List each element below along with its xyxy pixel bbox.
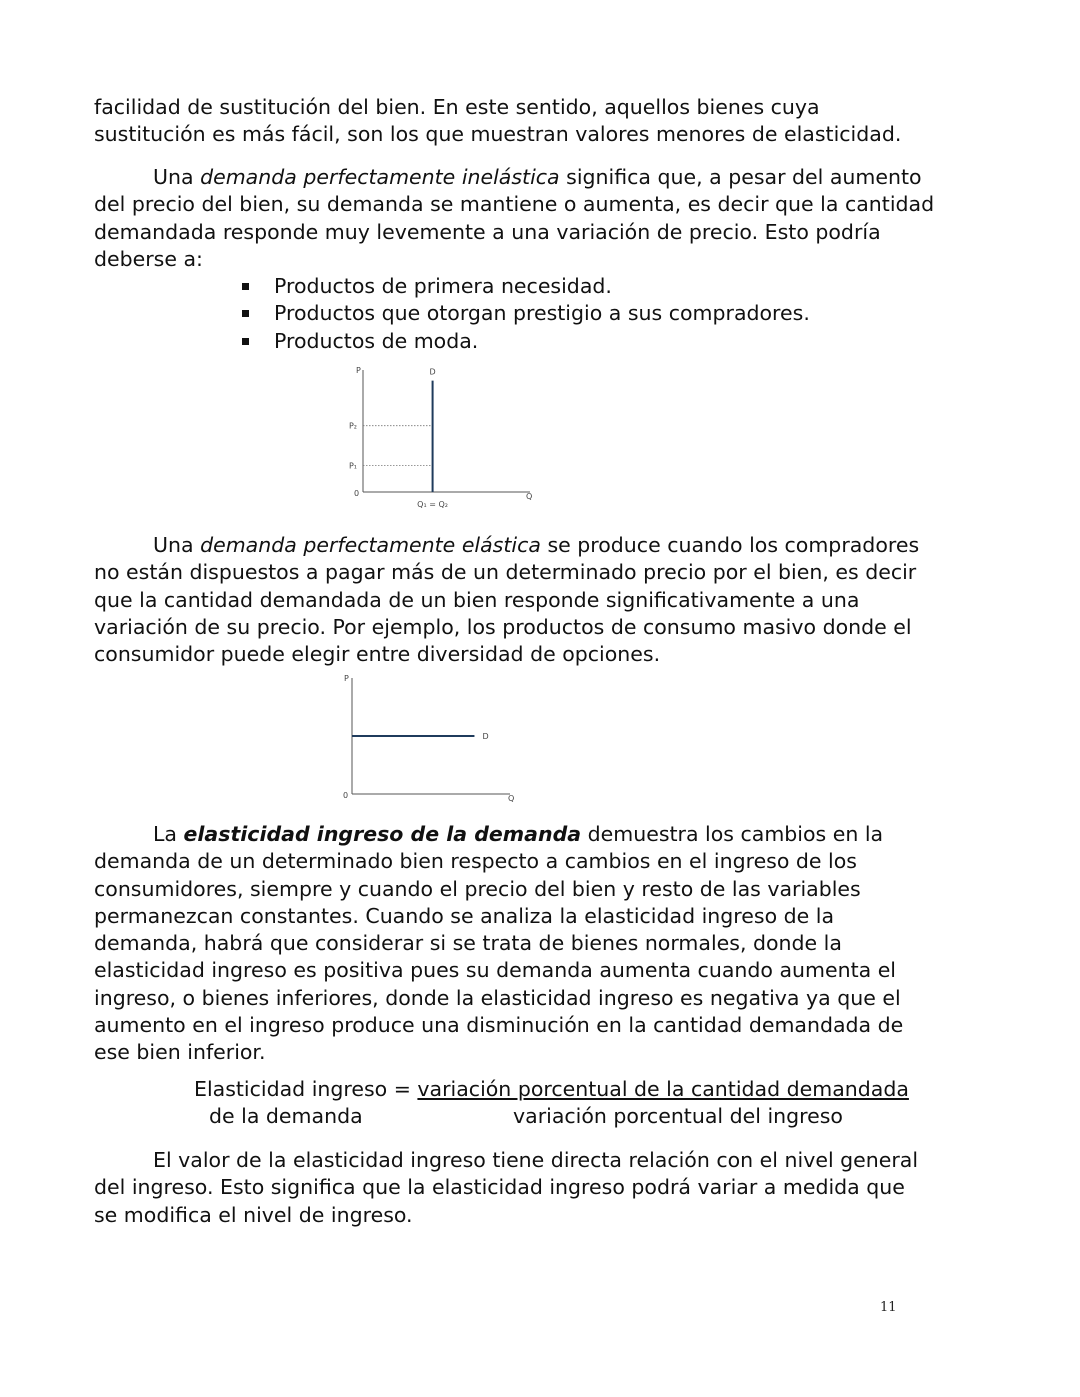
text-fragment: Una — [153, 165, 201, 189]
origin-label: 0 — [343, 791, 349, 800]
text-line: no están dispuestos a pagar más de un determinado precio por el bien, es decir — [94, 560, 917, 585]
text-line: se modifica el nivel de ingreso. — [94, 1202, 413, 1227]
paragraph-elasticidad-ingreso — [94, 821, 904, 1067]
text-line: elasticidad ingreso es positiva pues su demanda aumenta cuando aumenta el — [94, 958, 897, 983]
text-fragment: significa que, a pesar del aumento — [559, 165, 922, 189]
y-axis-label: P — [356, 366, 361, 375]
page-number: 11 — [880, 1300, 897, 1315]
term-elasticidad-ingreso: elasticidad ingreso de la demanda — [183, 822, 582, 846]
text-fragment: Una — [153, 533, 201, 557]
square-bullet-icon — [242, 338, 249, 345]
text-fragment: demuestra los cambios en la — [581, 822, 884, 846]
x-axis-label: Q — [508, 794, 515, 803]
text-line: del ingreso. Esto significa que la elasticidad ingreso podrá variar a medida que — [94, 1175, 905, 1200]
text-line: demanda de un determinado bien respecto a cambios en el ingreso de los — [94, 849, 857, 874]
square-bullet-icon — [242, 310, 249, 317]
text-line: que la cantidad demandada de un bien responde significativamente a una — [94, 587, 860, 612]
series-label-d: D — [429, 367, 436, 377]
text-line: sustitución es más fácil, son los que muestran valores menores de elasticidad. — [94, 122, 902, 147]
text-line: permanezcan constantes. Cuando se analiza la elasticidad ingreso de la — [94, 903, 835, 928]
y-tick-label-p1: P₁ — [348, 461, 357, 471]
text-line: consumidores, siempre y cuando el precio del bien y resto de las variables — [94, 876, 861, 901]
text-line: demanda, habrá que considerar si se trata de bienes normales, donde la — [94, 931, 842, 956]
paragraph-demanda-elastica — [94, 532, 920, 668]
text-line: ese bien inferior. — [94, 1040, 266, 1065]
formula-numerator: variación porcentual de la cantidad demandada — [417, 1077, 909, 1101]
formula-lhs-continued: de la demanda — [209, 1104, 363, 1128]
paragraph-nivel-ingreso — [94, 1147, 919, 1229]
origin-label: 0 — [354, 489, 360, 498]
y-axis-label: P — [344, 674, 349, 683]
text-line: consumidor puede elegir entre diversidad de opciones. — [94, 642, 661, 667]
square-bullet-icon — [242, 283, 249, 290]
text-line — [94, 164, 922, 191]
list-item — [240, 300, 810, 327]
text-line: facilidad de sustitución del bien. En este sentido, aquellos bienes cuya — [94, 95, 820, 119]
chart-demanda-elastica — [330, 670, 530, 810]
list-item — [240, 273, 810, 300]
text-line: variación de su precio. Por ejemplo, los productos de consumo masivo donde el — [94, 614, 912, 639]
chart-demanda-inelastica — [330, 362, 550, 512]
text-fragment: La — [153, 822, 184, 846]
text-line — [94, 821, 894, 848]
list-item-text: Productos que otorgan prestigio a sus compradores. — [274, 301, 810, 326]
formula-lhs: Elasticidad ingreso = — [194, 1077, 418, 1101]
x-tick-label-q: Q₁ = Q₂ — [417, 500, 448, 509]
text-line — [94, 532, 920, 559]
text-line: ingreso, o bienes inferiores, donde la elasticidad ingreso es negativa ya que el — [94, 985, 901, 1010]
paragraph-sustitucion — [94, 94, 902, 149]
list-item — [240, 328, 810, 355]
text-line: aumento en el ingreso produce una disminución en la cantidad demandada de — [94, 1013, 904, 1038]
text-line: deberse a: — [94, 246, 203, 271]
text-line: del precio del bien, su demanda se mantiene o aumenta, es decir que la cantidad — [94, 192, 935, 217]
text-line: El valor de la elasticidad ingreso tiene directa relación con el nivel general — [153, 1148, 919, 1172]
term-demanda-elastica: demanda perfectamente elástica — [200, 533, 541, 557]
term-demanda-inelastica: demanda perfectamente inelástica — [200, 165, 560, 189]
bullet-list — [240, 273, 810, 355]
list-item-text: Productos de primera necesidad. — [274, 274, 612, 298]
list-item-text: Productos de moda. — [274, 328, 479, 353]
y-tick-label-p2: P₂ — [348, 421, 357, 431]
series-label-d: D — [482, 732, 489, 741]
text-line: demandada responde muy levemente a una variación de precio. Esto podría — [94, 219, 881, 244]
x-axis-label: Q — [526, 492, 533, 501]
formula-denominator: variación porcentual del ingreso — [513, 1104, 843, 1128]
formula-line-1 — [194, 1076, 909, 1103]
paragraph-demanda-inelastica — [94, 164, 935, 273]
text-fragment: se produce cuando los compradores — [540, 533, 920, 557]
